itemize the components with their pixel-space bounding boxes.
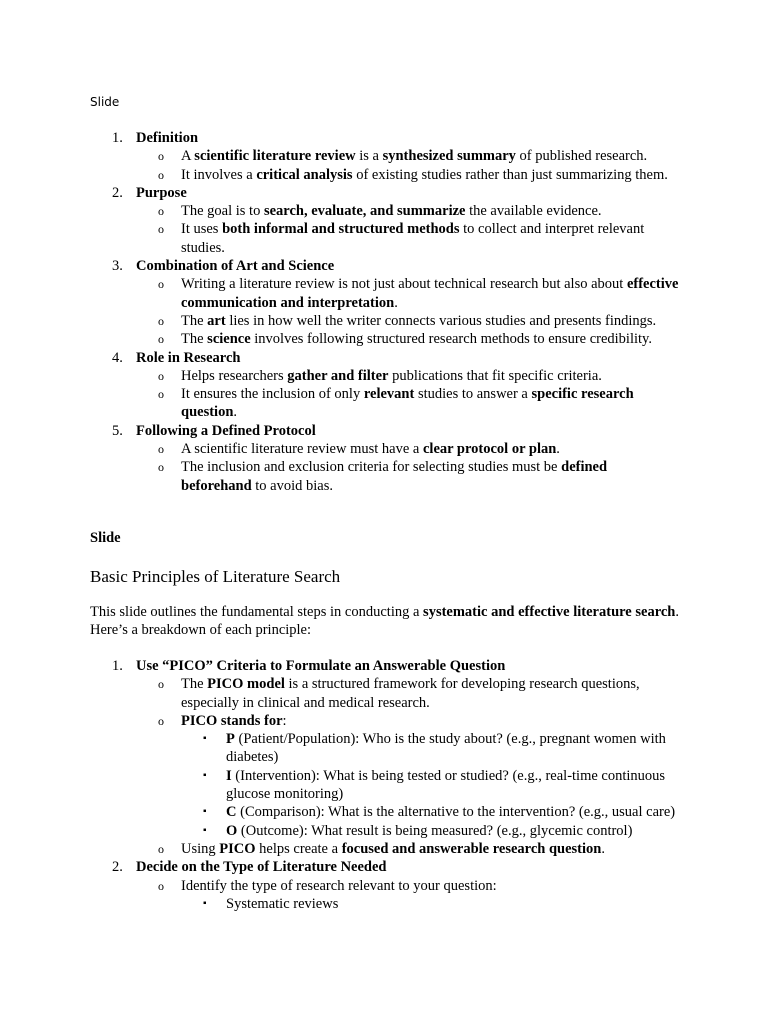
circle-bullet-icon: o — [158, 149, 164, 164]
list-number: 1. — [112, 658, 123, 674]
definition-list — [0, 129, 768, 495]
square-bullet-icon: ▪ — [203, 806, 207, 818]
bullet-item — [0, 330, 681, 348]
bullet-item — [0, 385, 681, 422]
bullet-item — [0, 440, 681, 458]
bullet-text: of existing studies rather than just summarizing them. — [352, 166, 668, 183]
bullet-text: of published research. — [515, 148, 648, 165]
bullet-text: Identify the type of research relevant to your question: — [181, 877, 497, 894]
circle-bullet-icon: o — [158, 460, 164, 475]
bullet-item — [0, 458, 681, 495]
bullet-text: to avoid bias. — [251, 477, 333, 494]
circle-bullet-icon: o — [158, 387, 164, 402]
bullet-text: is a structured framework for developing research questions, especially in clinical and medical research. — [181, 676, 640, 711]
bullet-text: to collect and interpret relevant studies. — [181, 221, 645, 256]
bullet-item — [0, 877, 681, 895]
bullet-item — [0, 202, 681, 220]
intro-text: . Here’s a breakdown of each principle: — [90, 604, 679, 639]
bullet-text: The inclusion and exclusion criteria for selecting studies must be — [181, 459, 562, 476]
list-item — [0, 129, 768, 147]
sub-bullet-text: (Comparison): What is the alternative to the intervention? (e.g., usual care) — [236, 804, 676, 821]
list-item-title: Combination of Art and Science — [136, 258, 335, 275]
bullet-bold-text: effective communication and interpretation — [181, 276, 679, 311]
bullet-text: A scientific literature review must have a — [181, 441, 423, 458]
bullet-text: helps create a — [255, 840, 342, 857]
bullet-text: The — [181, 312, 208, 329]
bullet-bold-text: PICO model — [207, 676, 285, 693]
circle-bullet-icon: o — [158, 878, 164, 893]
bullet-item — [0, 675, 681, 712]
bullet-bold-text: relevant — [363, 386, 415, 403]
list-item — [0, 858, 768, 876]
circle-bullet-icon: o — [158, 713, 164, 728]
circle-bullet-icon: o — [158, 313, 164, 328]
sub-bullet-bold-text: I — [226, 767, 232, 784]
bullet-item — [0, 840, 681, 858]
list-item — [0, 422, 768, 440]
bullet-bold-text: defined beforehand — [181, 459, 608, 494]
bullet-bold-text: scientific literature review — [194, 148, 356, 165]
bullet-text: Using — [181, 840, 220, 857]
bullet-text: : — [282, 712, 287, 729]
bullet-item — [0, 220, 681, 257]
circle-bullet-icon: o — [158, 368, 164, 383]
list-item-title: Following a Defined Protocol — [136, 422, 316, 439]
circle-bullet-icon: o — [158, 277, 164, 292]
list-item-title: Purpose — [136, 184, 187, 201]
circle-bullet-icon: o — [158, 167, 164, 182]
circle-bullet-icon: o — [158, 442, 164, 457]
sub-bullet-text: (Outcome): What result is being measured? (e.g., glycemic control) — [237, 822, 633, 839]
bullet-bold-text: synthesized summary — [382, 148, 516, 165]
circle-bullet-icon: o — [158, 677, 164, 692]
bullet-text: A — [181, 148, 195, 165]
bullet-text: publications that fit specific criteria. — [388, 367, 602, 384]
list-item-title: Role in Research — [136, 349, 241, 366]
bullet-bold-text: science — [207, 331, 251, 348]
bullet-text: . — [233, 404, 238, 421]
sub-bullet-text: (Patient/Population): Who is the study about? (e.g., pregnant women with diabetes) — [226, 731, 666, 766]
list-item — [0, 257, 768, 275]
bullet-bold-text: PICO stands for — [181, 712, 283, 729]
bullet-text: It ensures the inclusion of only — [181, 386, 364, 403]
bullet-bold-text: gather and filter — [287, 367, 389, 384]
bullet-bold-text: focused and answerable research question — [341, 840, 602, 857]
square-bullet-icon: ▪ — [203, 769, 207, 781]
sub-bullet-bold-text: C — [226, 804, 237, 821]
list-number: 2. — [112, 184, 123, 201]
list-number: 2. — [112, 859, 123, 876]
sub-bullet-bold-text: P — [226, 731, 235, 748]
circle-bullet-icon: o — [158, 204, 164, 219]
bullet-text: Helps researchers — [181, 367, 288, 384]
sub-bullet-text: Systematic reviews — [226, 895, 339, 912]
sub-bullet-item — [0, 767, 681, 804]
bullet-item — [0, 166, 681, 184]
bullet-item — [0, 275, 681, 312]
list-item — [0, 184, 768, 202]
intro-paragraph — [90, 603, 680, 640]
bullet-text: Writing a literature review is not just about technical research but also about — [181, 276, 627, 293]
slide-label-bold: Slide — [90, 530, 121, 546]
list-item — [0, 349, 768, 367]
bullet-bold-text: specific research question — [181, 386, 634, 421]
list-number: 4. — [112, 349, 123, 366]
sub-bullet-item — [0, 895, 681, 913]
square-bullet-icon: ▪ — [203, 824, 207, 836]
list-item-title: Use “PICO” Criteria to Formulate an Answerable Question — [136, 658, 506, 674]
bullet-text: is a — [355, 148, 383, 165]
bullet-bold-text: search, evaluate, and summarize — [263, 203, 466, 220]
bullet-item — [0, 312, 681, 330]
bullet-bold-text: PICO — [219, 840, 256, 857]
bullet-bold-text: both informal and structured methods — [222, 221, 460, 238]
square-bullet-icon: ▪ — [203, 897, 207, 909]
list-number: 1. — [112, 130, 123, 146]
bullet-item — [0, 367, 681, 385]
bullet-bold-text: clear protocol or plan — [422, 441, 557, 458]
bullet-text: . — [394, 294, 398, 311]
bullet-text: studies to answer a — [414, 386, 532, 403]
bullet-text: It involves a — [181, 166, 257, 183]
bullet-bold-text: critical analysis — [256, 166, 353, 183]
square-bullet-icon: ▪ — [203, 733, 207, 745]
list-number: 3. — [112, 258, 123, 275]
sub-bullet-bold-text: O — [226, 822, 238, 839]
circle-bullet-icon: o — [158, 222, 164, 237]
sub-bullet-text: (Intervention): What is being tested or studied? (e.g., real-time continuous glucose monitoring) — [226, 767, 666, 803]
list-item — [0, 657, 768, 675]
bullet-text: lies in how well the writer connects various studies and presents findings. — [225, 312, 657, 329]
bullet-text: The — [181, 676, 208, 693]
bullet-item — [0, 712, 681, 730]
list-item-title: Decide on the Type of Literature Needed — [136, 859, 387, 876]
bullet-text: . — [556, 441, 560, 458]
intro-text: This slide outlines the fundamental steps in conducting a — [90, 604, 424, 620]
list-number: 5. — [112, 422, 123, 439]
bullet-text: It uses — [181, 221, 223, 238]
circle-bullet-icon: o — [158, 332, 164, 347]
bullet-text: The goal is to — [181, 203, 264, 220]
bullet-text: The — [181, 331, 208, 348]
circle-bullet-icon: o — [158, 841, 164, 856]
intro-bold-text: systematic and effective literature search — [423, 604, 676, 620]
bullet-text: . — [601, 840, 605, 857]
slide-label-top: Slide — [90, 95, 120, 109]
bullet-bold-text: art — [207, 312, 226, 329]
principles-list — [0, 657, 768, 913]
bullet-text: the available evidence. — [465, 203, 602, 220]
bullet-text: involves following structured research methods to ensure credibility. — [250, 331, 652, 348]
sub-bullet-item — [0, 730, 681, 767]
sub-bullet-item — [0, 803, 681, 821]
sub-bullet-item — [0, 822, 681, 840]
list-item-title: Definition — [136, 130, 199, 146]
bullet-item — [0, 147, 681, 165]
section-heading: Basic Principles of Literature Search — [90, 567, 341, 586]
